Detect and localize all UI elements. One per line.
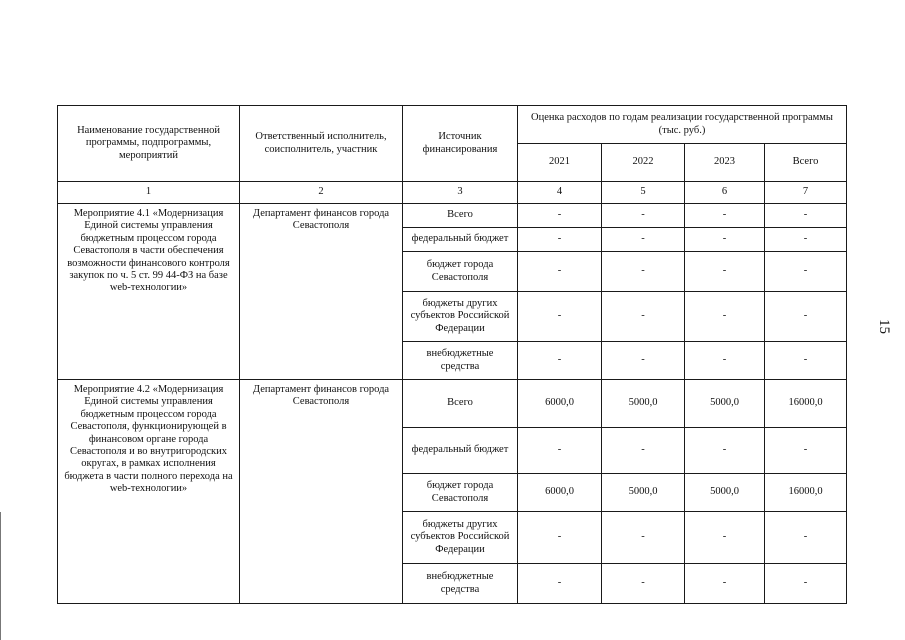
page-number: 15 <box>876 319 892 334</box>
activity-name: Мероприятие 4.1 «Модернизация Единой системы управления бюджетным процессом города Севастополя в части обеспечения возможности финансового контроля закупок по ч. 5 ст. 99 44-ФЗ на базе web-технологии» <box>58 204 240 380</box>
value-cell: - <box>518 428 602 474</box>
header-year: 2021 <box>518 144 602 182</box>
value-cell: - <box>685 512 765 564</box>
table-row <box>58 204 847 228</box>
value-cell: 16000,0 <box>765 474 847 512</box>
value-cell: - <box>685 342 765 380</box>
value-cell: - <box>765 292 847 342</box>
table-row <box>58 380 847 428</box>
value-cell: - <box>765 564 847 604</box>
value-cell: - <box>765 342 847 380</box>
column-number: 7 <box>765 182 847 204</box>
value-cell: - <box>518 204 602 228</box>
value-cell: 5000,0 <box>602 474 685 512</box>
column-number: 4 <box>518 182 602 204</box>
funding-source: федеральный бюджет <box>403 228 518 252</box>
value-cell: - <box>602 252 685 292</box>
value-cell: - <box>602 342 685 380</box>
funding-source: Всего <box>403 204 518 228</box>
column-number: 5 <box>602 182 685 204</box>
activity-executor: Департамент финансов города Севастополя <box>240 204 403 380</box>
header-total: Всего <box>765 144 847 182</box>
value-cell: - <box>765 228 847 252</box>
value-cell: - <box>602 512 685 564</box>
value-cell: - <box>602 228 685 252</box>
value-cell: - <box>518 342 602 380</box>
value-cell: - <box>765 428 847 474</box>
value-cell: - <box>685 252 765 292</box>
budget-table <box>57 105 847 604</box>
funding-source: Всего <box>403 380 518 428</box>
header-row <box>58 106 847 144</box>
value-cell: - <box>765 204 847 228</box>
value-cell: - <box>685 228 765 252</box>
value-cell: - <box>602 204 685 228</box>
header-name: Наименование государственной программы, подпрограммы, мероприятий <box>58 106 240 182</box>
value-cell: - <box>518 512 602 564</box>
value-cell: 5000,0 <box>685 380 765 428</box>
value-cell: - <box>518 564 602 604</box>
value-cell: - <box>685 428 765 474</box>
column-number: 6 <box>685 182 765 204</box>
value-cell: - <box>518 252 602 292</box>
value-cell: - <box>602 292 685 342</box>
value-cell: - <box>685 564 765 604</box>
value-cell: - <box>685 204 765 228</box>
column-number-row <box>58 182 847 204</box>
header-executor: Ответственный исполнитель, соисполнитель, участник <box>240 106 403 182</box>
value-cell: - <box>518 292 602 342</box>
value-cell: 6000,0 <box>518 474 602 512</box>
funding-source: бюджет города Севастополя <box>403 474 518 512</box>
funding-source: внебюджетные средства <box>403 564 518 604</box>
column-number: 3 <box>403 182 518 204</box>
value-cell: - <box>765 252 847 292</box>
column-number: 1 <box>58 182 240 204</box>
activity-executor: Департамент финансов города Севастополя <box>240 380 403 604</box>
header-year: 2023 <box>685 144 765 182</box>
header-source: Источник финансирования <box>403 106 518 182</box>
value-cell: - <box>602 428 685 474</box>
column-number: 2 <box>240 182 403 204</box>
value-cell: 6000,0 <box>518 380 602 428</box>
header-expenses: Оценка расходов по годам реализации государственной программы (тыс. руб.) <box>518 106 847 144</box>
value-cell: - <box>602 564 685 604</box>
funding-source: федеральный бюджет <box>403 428 518 474</box>
value-cell: 16000,0 <box>765 380 847 428</box>
value-cell: - <box>685 292 765 342</box>
value-cell: 5000,0 <box>602 380 685 428</box>
funding-source: бюджеты других субъектов Российской Федерации <box>403 292 518 342</box>
value-cell: - <box>518 228 602 252</box>
value-cell: 5000,0 <box>685 474 765 512</box>
value-cell: - <box>765 512 847 564</box>
activity-name: Мероприятие 4.2 «Модернизация Единой системы управления бюджетным процессом города Севастополя, функционирующей в финансовом органе города Севастополя и во внутригородских округах, в рамках исполнения бюджета в части полного перехода на web-технологии» <box>58 380 240 604</box>
header-year: 2022 <box>602 144 685 182</box>
budget-table-container <box>57 105 847 604</box>
funding-source: бюджеты других субъектов Российской Федерации <box>403 512 518 564</box>
funding-source: внебюджетные средства <box>403 342 518 380</box>
funding-source: бюджет города Севастополя <box>403 252 518 292</box>
scan-edge-mark <box>0 512 1 640</box>
